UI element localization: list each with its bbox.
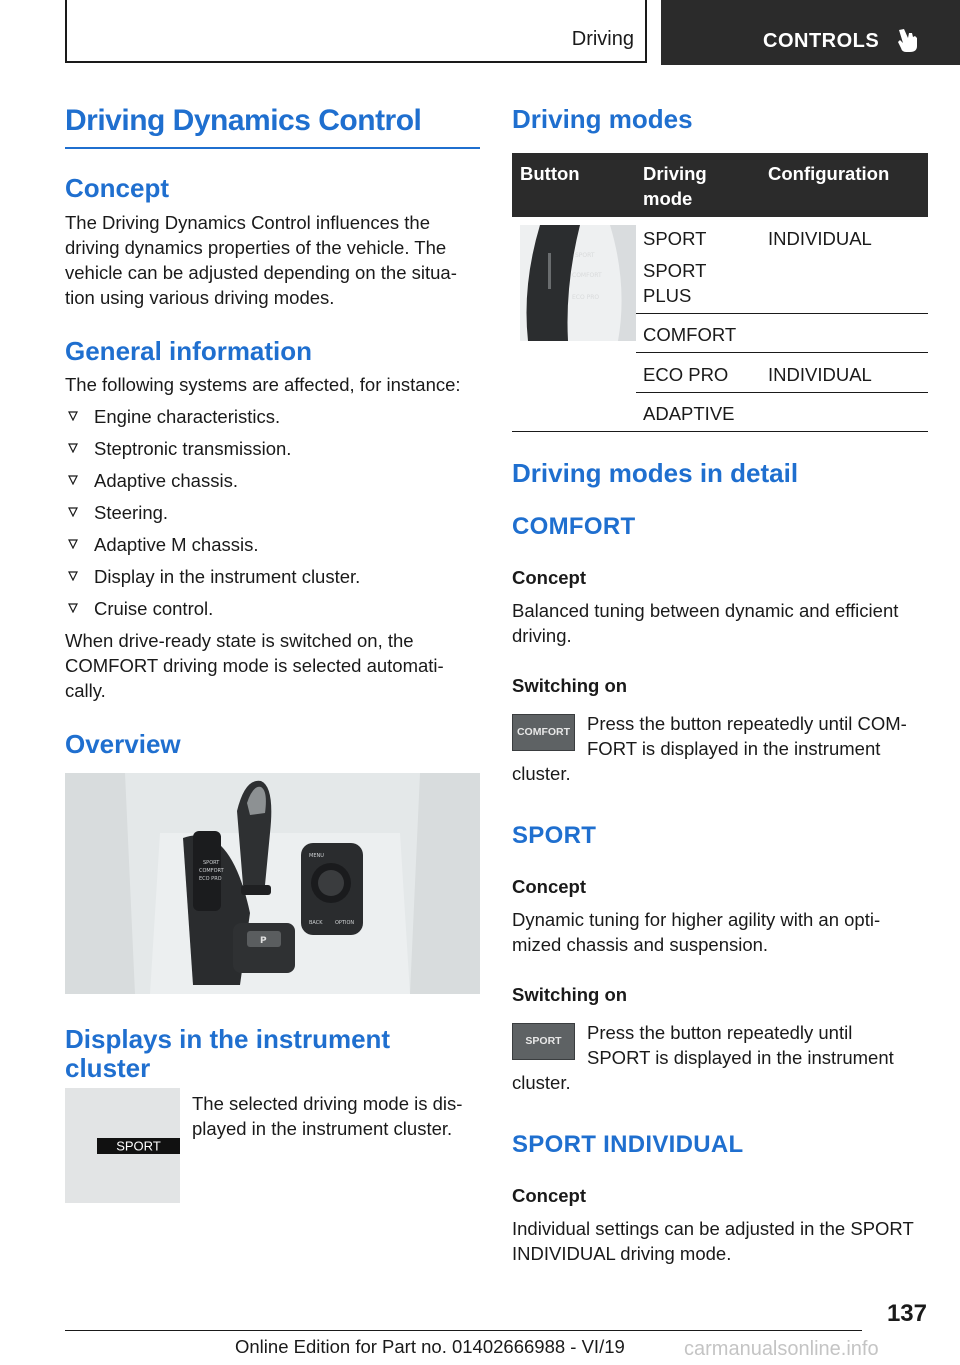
text-line: Press the button repeatedly until COM‐ bbox=[587, 713, 907, 734]
sport-mode-button bbox=[512, 1023, 575, 1060]
footer-watermark-logo bbox=[684, 1336, 954, 1365]
sport-heading: SPORT bbox=[512, 822, 597, 849]
list-item-label: Adaptive M chassis. bbox=[94, 534, 259, 555]
list-item bbox=[65, 564, 480, 596]
list-item bbox=[65, 436, 480, 468]
center-console-image bbox=[65, 773, 480, 994]
list-item bbox=[65, 500, 480, 532]
cluster-badge-label: SPORT bbox=[116, 1138, 161, 1154]
text-line: INDIVIDUAL driving mode. bbox=[512, 1243, 732, 1264]
mode-buttons-image bbox=[520, 225, 636, 341]
affected-systems-list bbox=[65, 404, 480, 628]
sport-switching-tail: cluster. bbox=[512, 1072, 571, 1093]
text-line: The Driving Dynamics Control influences the bbox=[65, 212, 431, 233]
sport-badge-graphic bbox=[97, 1138, 180, 1154]
modes-detail-heading: Driving modes in detail bbox=[512, 458, 799, 488]
list-item-label: Engine characteristics. bbox=[94, 406, 281, 427]
bullet-triangle-icon bbox=[68, 571, 78, 581]
table-cell-mode: SPORT PLUS bbox=[643, 260, 707, 306]
text-line: Individual settings can be adjusted in the SPORT bbox=[512, 1218, 914, 1239]
table-cell-config: INDIVIDUAL bbox=[768, 364, 872, 385]
bullet-triangle-icon bbox=[68, 603, 78, 613]
header-frame bbox=[65, 0, 647, 63]
sport-cluster-badge bbox=[97, 1138, 180, 1154]
text-line: cally. bbox=[65, 680, 106, 701]
mode-buttons-illustration bbox=[520, 225, 636, 341]
comfort-heading: COMFORT bbox=[512, 513, 636, 540]
list-item-label: Display in the instrument cluster. bbox=[94, 566, 361, 587]
table-bottom-rule bbox=[512, 431, 928, 432]
bullet-triangle-icon bbox=[68, 507, 78, 517]
instrument-cluster-image bbox=[65, 1088, 180, 1203]
text-line: driving. bbox=[512, 625, 572, 646]
comfort-switching-label: Switching on bbox=[512, 675, 628, 696]
table-cell-mode: ADAPTIVE bbox=[643, 403, 735, 424]
table-header-button: Button bbox=[520, 163, 580, 184]
text-line: The selected driving mode is dis‐ bbox=[192, 1093, 463, 1114]
pointing-hand-icon bbox=[895, 26, 921, 54]
list-item-label: Steptronic transmission. bbox=[94, 438, 292, 459]
table-cell-mode: SPORT bbox=[643, 228, 707, 249]
console-button-label: P bbox=[260, 936, 267, 946]
sport-switching-text bbox=[587, 1020, 894, 1070]
bullet-triangle-icon bbox=[68, 443, 78, 453]
table-cell-mode: ECO PRO bbox=[643, 364, 729, 385]
list-item-label: Adaptive chassis. bbox=[94, 470, 238, 491]
general-info-heading: General information bbox=[65, 336, 313, 366]
list-item bbox=[65, 404, 480, 436]
driving-modes-heading: Driving modes bbox=[512, 104, 693, 134]
text-line: SPORT is displayed in the instrument bbox=[587, 1047, 894, 1068]
mode-button-label: ECO PRO bbox=[572, 294, 600, 301]
page-number: 137 bbox=[886, 1300, 927, 1327]
text-line: driving dynamics properties of the vehicle. The bbox=[65, 237, 447, 258]
mode-button-label: COMFORT bbox=[572, 272, 602, 279]
footer-edition: Online Edition for Part no. 01402666988 - VI/19 bbox=[235, 1336, 625, 1357]
bullet-triangle-icon bbox=[68, 475, 78, 485]
console-button-label: ECO PRO bbox=[199, 876, 222, 882]
sport-individual-concept-text bbox=[512, 1216, 914, 1266]
header-section-title: Driving bbox=[571, 28, 634, 50]
bullet-triangle-icon bbox=[68, 411, 78, 421]
text-line: vehicle can be adjusted depending on the situa‐ bbox=[65, 262, 457, 283]
mode-button-label: SPORT bbox=[525, 1035, 562, 1047]
table-row-divider bbox=[636, 313, 928, 314]
watermark-text: carmanualsonline.info bbox=[684, 1338, 879, 1360]
mode-button-label: SPORT bbox=[575, 252, 595, 259]
table-row-divider bbox=[636, 392, 928, 393]
list-item bbox=[65, 596, 480, 628]
list-item bbox=[65, 468, 480, 500]
footer-rule bbox=[65, 1330, 862, 1331]
bullet-triangle-icon bbox=[68, 539, 78, 549]
concept-text bbox=[65, 210, 457, 310]
displays-text bbox=[192, 1091, 462, 1141]
comfort-mode-button bbox=[512, 714, 575, 751]
console-button-label: OPTION bbox=[335, 920, 355, 926]
sport-switching-label: Switching on bbox=[512, 984, 628, 1005]
text-line: When drive-ready state is switched on, the bbox=[65, 630, 414, 651]
heading-line: cluster bbox=[65, 1053, 151, 1083]
table-header-mode: Driving mode bbox=[643, 163, 707, 209]
list-item-label: Steering. bbox=[94, 502, 169, 523]
sport-concept-text bbox=[512, 907, 880, 957]
comfort-concept-text bbox=[512, 598, 898, 648]
general-info-intro: The following systems are affected, for instance: bbox=[65, 374, 461, 395]
title-rule bbox=[65, 147, 480, 149]
text-line: Press the button repeatedly until bbox=[587, 1022, 853, 1043]
page-title: Driving Dynamics Control bbox=[65, 104, 422, 137]
center-console-illustration bbox=[65, 773, 480, 994]
sport-individual-heading: SPORT INDIVIDUAL bbox=[512, 1131, 744, 1158]
watermark-graphic bbox=[684, 1336, 954, 1360]
list-item bbox=[65, 532, 480, 564]
text-line: played in the instrument cluster. bbox=[192, 1118, 453, 1139]
console-button-label: BACK bbox=[309, 920, 323, 926]
comfort-concept-label: Concept bbox=[512, 567, 586, 588]
table-cell-mode: COMFORT bbox=[643, 324, 737, 345]
list-item-label: Cruise control. bbox=[94, 598, 214, 619]
text-line: FORT is displayed in the instrument bbox=[587, 738, 881, 759]
sport-individual-concept-label: Concept bbox=[512, 1185, 586, 1206]
heading-line: Displays in the instrument bbox=[65, 1024, 391, 1054]
overview-heading: Overview bbox=[65, 729, 181, 759]
displays-heading bbox=[65, 1025, 390, 1083]
console-button-label: COMFORT bbox=[199, 868, 224, 874]
text-line: mized chassis and suspension. bbox=[512, 934, 769, 955]
table-row-divider bbox=[636, 352, 928, 353]
table-header-configuration: Configuration bbox=[768, 163, 890, 184]
concept-heading: Concept bbox=[65, 173, 169, 203]
sport-concept-label: Concept bbox=[512, 876, 586, 897]
text-line: tion using various driving modes. bbox=[65, 287, 335, 308]
text-line: Balanced tuning between dynamic and efficient bbox=[512, 600, 899, 621]
text-line: Dynamic tuning for higher agility with an opti‐ bbox=[512, 909, 881, 930]
console-button-label: SPORT bbox=[203, 860, 220, 866]
drive-ready-text bbox=[65, 628, 444, 703]
mode-button-label: COMFORT bbox=[516, 726, 571, 738]
table-cell-config: INDIVIDUAL bbox=[768, 228, 872, 249]
console-button-label: MENU bbox=[309, 853, 324, 859]
comfort-switching-text bbox=[587, 711, 907, 761]
header-tab-label: CONTROLS bbox=[763, 30, 880, 52]
text-line: COMFORT driving mode is selected automati‐ bbox=[65, 655, 444, 676]
comfort-switching-tail: cluster. bbox=[512, 763, 571, 784]
